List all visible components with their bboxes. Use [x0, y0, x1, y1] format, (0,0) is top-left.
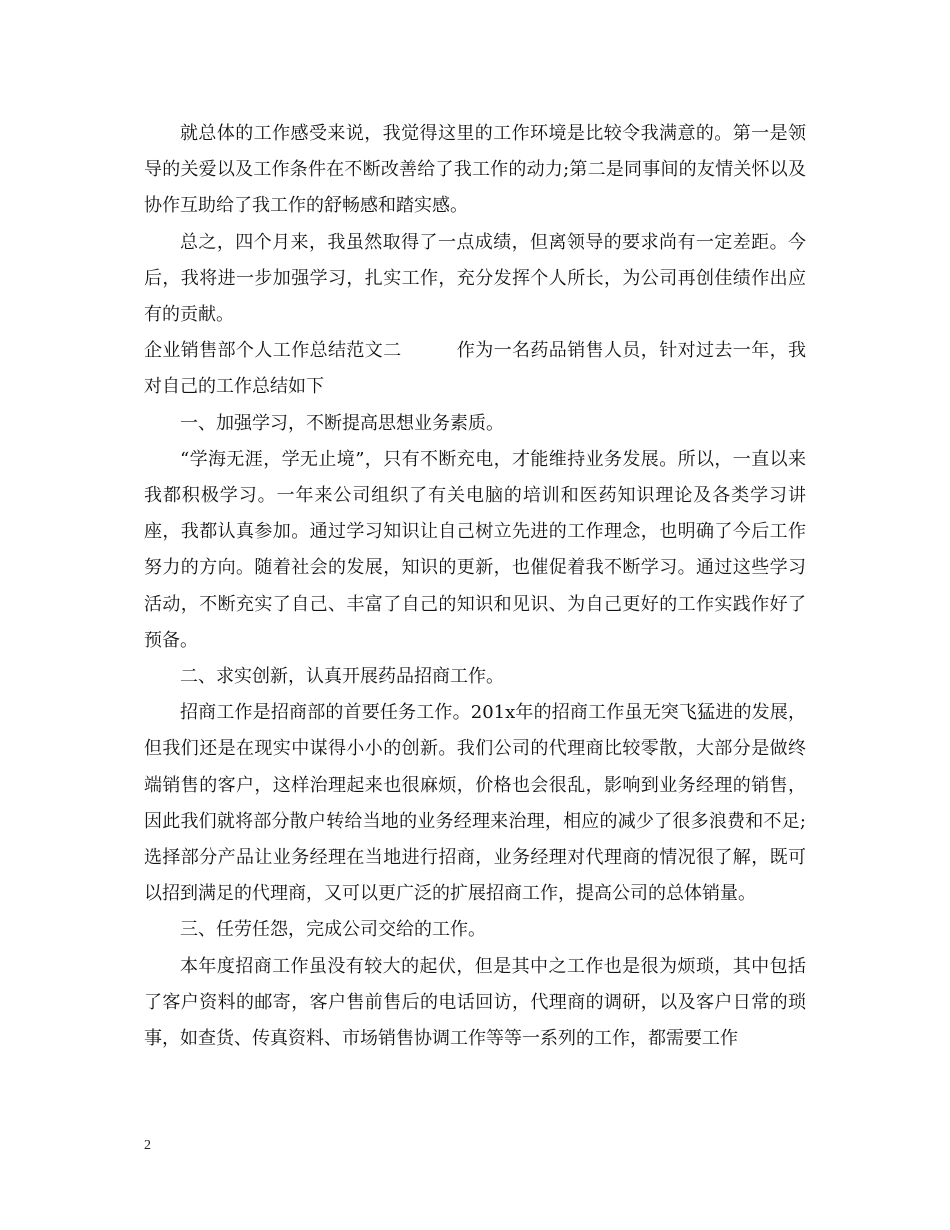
paragraph-investment-attraction: 招商工作是招商部的首要任务工作。201x年的招商工作虽无突飞猛进的发展，但我们还是在现实中谋得小小的创新。我们公司的代理商比较零散，大部分是做终端销售的客户，这样治理起来也很麻烦，价格也会很乱，影响到业务经理的销售，因此我们就将部分散户转给当地的业务经理来治理，相应的减少了很多浪费和不足;选择部分产品让业务经理在当地进行招商，业务经理对代理商的情况很了解，既可以招到满足的代理商，又可以更广泛的扩展招商工作，提高公司的总体销量。	[144, 702, 806, 905]
page-number: 2	[144, 1138, 151, 1153]
paragraph-work-feeling: 就总体的工作感受来说，我觉得这里的工作环境是比较令我满意的。第一是领导的关爱以及工作条件在不断改善给了我工作的动力;第二是同事间的友情关怀以及协作互助给了我工作的舒畅感和踏实感。	[144, 123, 806, 217]
paragraph-annual-work: 本年度招商工作虽没有较大的起伏，但是其中之工作也是很为烦琐，其中包括了客户资料的邮寄，客户售前售后的电话回访，代理商的调研，以及客户日常的琐事，如查货、传真资料、市场销售协调工作等等一系列的工作，都需要工作	[144, 955, 806, 1050]
paragraph-section-title: 企业销售部个人工作总结范文二 作为一名药品销售人员，针对过去一年，我对自己的工作总结如下	[144, 340, 806, 398]
document-body	[144, 116, 806, 1057]
heading-strengthen-learning: 一、加强学习，不断提高思想业务素质。	[180, 412, 504, 434]
heading-hard-work: 三、任劳任怨，完成公司交给的工作。	[180, 919, 486, 941]
paragraph-conclusion: 总之，四个月来，我虽然取得了一点成绩，但离领导的要求尚有一定差距。今后，我将进一步加强学习，扎实工作，充分发挥个人所长，为公司再创佳绩作出应有的贡献。	[144, 231, 806, 326]
paragraph-learning: “学海无涯，学无止境”，只有不断充电，才能维持业务发展。所以，一直以来我都积极学习。一年来公司组织了有关电脑的培训和医药知识理论及各类学习讲座，我都认真参加。通过学习知识让自己树立先进的工作理念，也明确了今后工作努力的方向。随着社会的发展，知识的更新，也催促着我不断学习。通过这些学习活动，不断充实了自己、丰富了自己的知识和见识、为自己更好的工作实践作好了预备。	[144, 448, 806, 651]
heading-innovation: 二、求实创新，认真开展药品招商工作。	[180, 666, 504, 688]
